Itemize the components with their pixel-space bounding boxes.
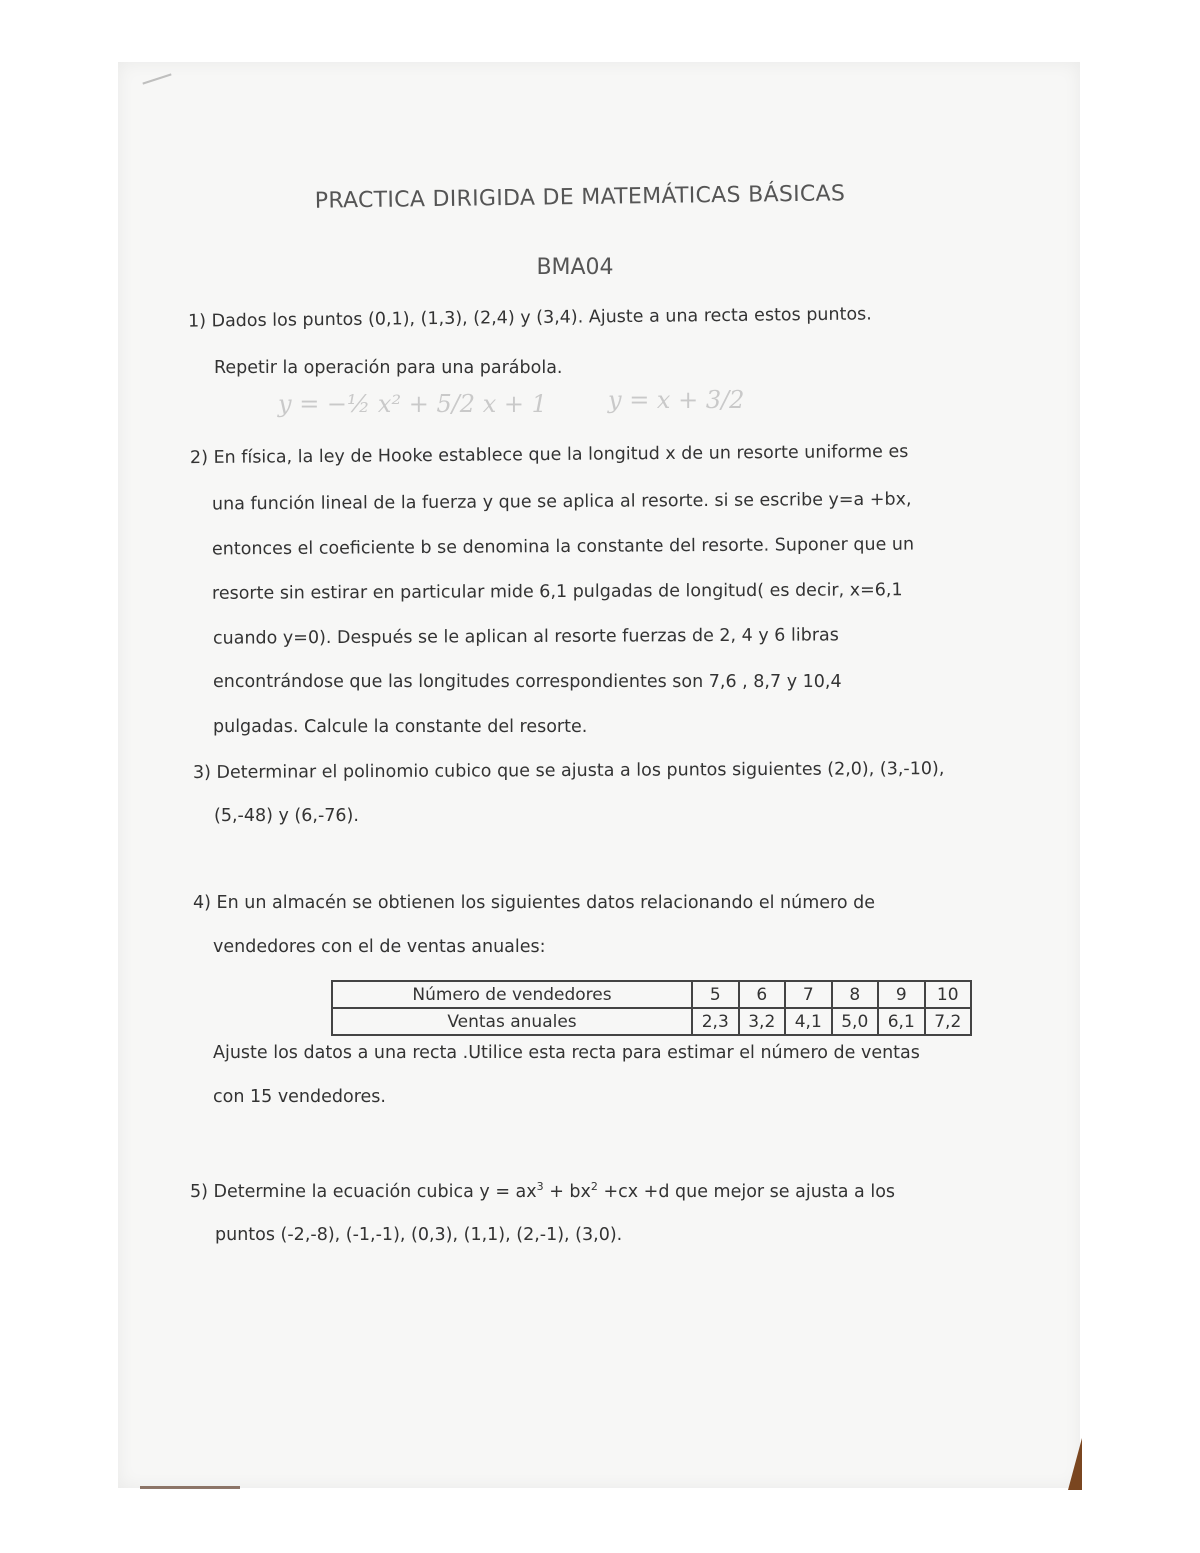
problem-4-line-3: Ajuste los datos a una recta .Utilice esta recta para estimar el número de ventas [213, 1043, 920, 1063]
problem-2-line-6: encontrándose que las longitudes correspondientes son 7,6 , 8,7 y 10,4 [213, 672, 842, 692]
table-cell: 3,2 [739, 1008, 786, 1035]
table-cell: 5 [692, 981, 739, 1008]
table-cell: 5,0 [832, 1008, 879, 1035]
problem-1-line-1: 1) Dados los puntos (0,1), (1,3), (2,4) y (3,4). Ajuste a una recta estos puntos. [187, 304, 872, 332]
problem-2-line-2: una función lineal de la fuerza y que se aplica al resorte. si se escribe y=a +bx, [211, 489, 912, 515]
problem-5-line-2: puntos (-2,-8), (-1,-1), (0,3), (1,1), (2,-1), (3,0). [215, 1225, 623, 1245]
table-row-label: Ventas anuales [332, 1008, 692, 1035]
table-cell: 4,1 [785, 1008, 832, 1035]
problem-4-line-1: 4) En un almacén se obtienen los siguientes datos relacionando el número de [193, 893, 875, 913]
handwritten-parabola: y = −½ x² + 5/2 x + 1 [278, 390, 547, 418]
table-cell: 9 [878, 981, 925, 1008]
problem-1-line-2: Repetir la operación para una parábola. [214, 358, 563, 378]
problem-5-text-c: +cx +d que mejor se ajusta a los [597, 1181, 896, 1202]
course-code: BMA04 [536, 255, 614, 280]
table-cell: 10 [925, 981, 972, 1008]
handwritten-line: y = x + 3/2 [608, 386, 745, 414]
table-cell: 6 [739, 981, 786, 1008]
problem-5-text-b: + bx [543, 1181, 591, 1202]
problem-2-line-3: entonces el coeficiente b se denomina la constante del resorte. Suponer que un [211, 534, 915, 560]
handwritten-answer [278, 386, 758, 440]
table-cell: 2,3 [692, 1008, 739, 1035]
problem-5-text-a: 5) Determine la ecuación cubica y = ax [190, 1181, 537, 1202]
problem-3-line-1: 3) Determinar el polinomio cubico que se ajusta a los puntos siguientes (2,0), (3,-10), [192, 759, 945, 783]
exponent-2: 2 [590, 1180, 598, 1193]
scan-edge-line [140, 1486, 240, 1489]
scan-corner-mark [1068, 1438, 1082, 1490]
problem-5-line-1 [190, 1180, 895, 1202]
table-cell: 7 [785, 981, 832, 1008]
sales-table [331, 980, 972, 1036]
problem-3-line-2: (5,-48) y (6,-76). [214, 806, 359, 826]
problem-2-line-4: resorte sin estirar en particular mide 6,1 pulgadas de longitud( es decir, x=6,1 [211, 580, 903, 604]
table-row-vendedores [332, 981, 971, 1008]
table-cell: 8 [832, 981, 879, 1008]
problem-2-line-7: pulgadas. Calcule la constante del resorte. [213, 717, 588, 737]
table-cell: 7,2 [925, 1008, 972, 1035]
page-title: PRACTICA DIRIGIDA DE MATEMÁTICAS BÁSICAS [314, 181, 846, 214]
problem-2-line-5: cuando y=0). Después se le aplican al resorte fuerzas de 2, 4 y 6 libras [212, 625, 839, 649]
table-row-label: Número de vendedores [332, 981, 692, 1008]
table-row-ventas [332, 1008, 971, 1035]
problem-2-line-1: 2) En física, la ley de Hooke establece que la longitud x de un resorte uniforme es [189, 441, 909, 469]
problem-4-line-2: vendedores con el de ventas anuales: [213, 937, 546, 957]
problem-4-line-4: con 15 vendedores. [213, 1087, 386, 1107]
exponent-3: 3 [536, 1180, 544, 1193]
table-cell: 6,1 [878, 1008, 925, 1035]
